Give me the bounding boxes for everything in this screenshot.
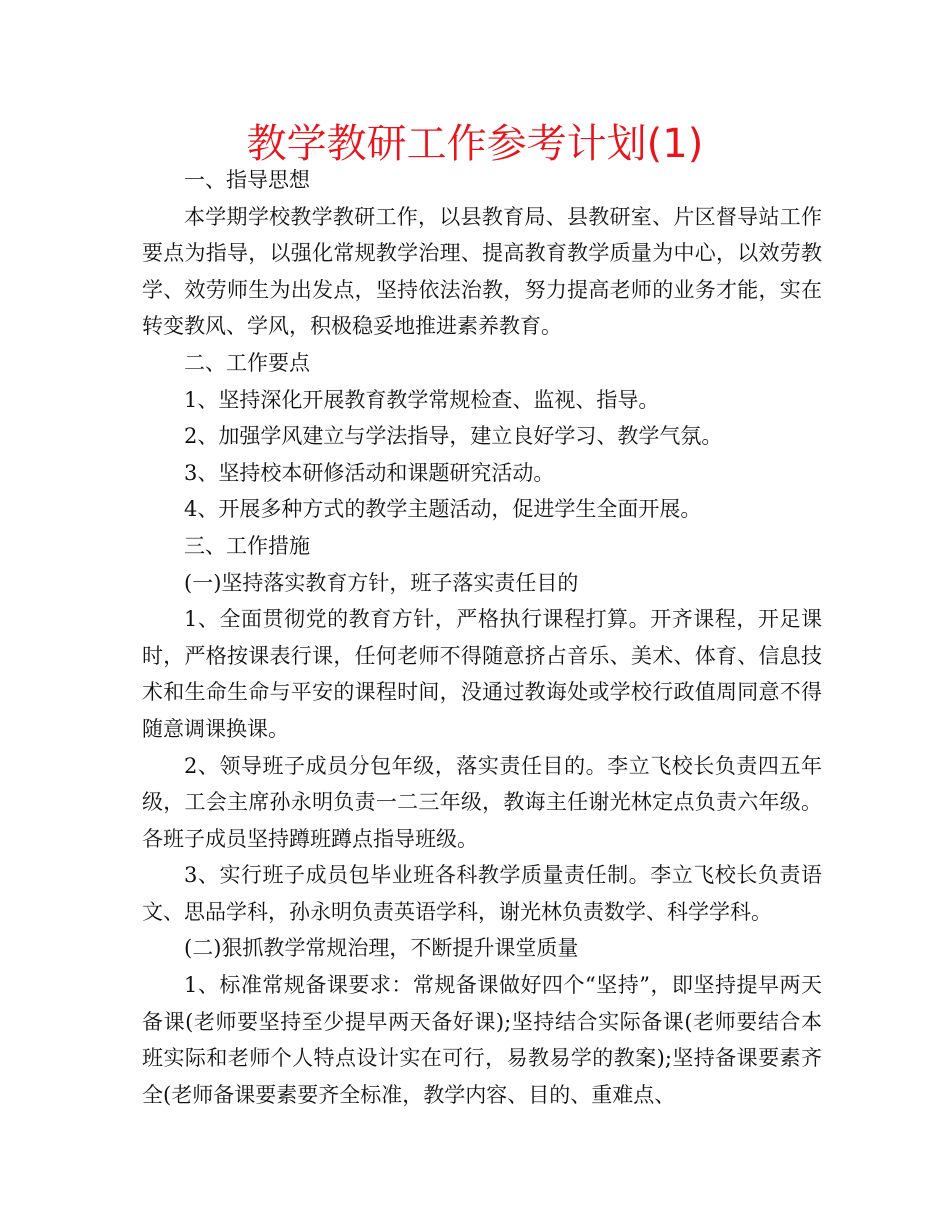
document-title: 教学教研工作参考计划(1) [246, 121, 704, 167]
subsection-heading: (一)坚持落实教育方针，班子落实责任目的 [184, 570, 579, 595]
paragraph: 本学期学校教学教研工作，以县教育局、县教研室、片区督导站工作要点为指导，以强化常规教学治理、提高教育教学质量为中心，以效劳教学、效劳师生为出发点，坚持依法治教，努力提高老师的业务才能，实在转变教风、学风，积极稳妥地推进素养教育。 [142, 204, 822, 339]
paragraph: 2、领导班子成员分包年级，落实责任目的。李立飞校长负责四五年级，工会主席孙永明负责一二三年级，教诲主任谢光林定点负责六年级。各班子成员坚持蹲班蹲点指导班级。 [142, 753, 822, 851]
section-heading-work-points: 二、工作要点 [184, 350, 310, 375]
paragraph: 1、标准常规备课要求：常规备课做好四个“坚持”，即坚持提早两天备课(老师要坚持至少提早两天备好课);坚持结合实际备课(老师要结合本班实际和老师个人特点设计实在可行，易教易学的教案);坚持备课要素齐全(老师备课要素要齐全标准，教学内容、目的、重难点、 [142, 973, 822, 1107]
document-body [142, 162, 822, 1113]
list-item: 1、坚持深化开展教育教学常规检查、监视、指导。 [184, 387, 660, 412]
list-item: 4、开展多种方式的教学主题活动，促进学生全面开展。 [184, 497, 702, 522]
paragraph: 1、全面贯彻党的教育方针，严格执行课程打算。开齐课程，开足课时，严格按课表行课，任何老师不得随意挤占音乐、美术、体育、信息技术和生命生命与平安的课程时间，没通过教诲处或学校行政值周同意不得随意调课换课。 [142, 607, 822, 741]
subsection-heading: (二)狠抓教学常规治理，不断提升课堂质量 [184, 936, 579, 961]
section-heading-guiding-ideology: 一、指导思想 [184, 168, 310, 192]
list-item: 3、坚持校本研修活动和课题研究活动。 [184, 460, 555, 485]
paragraph: 3、实行班子成员包毕业班各科教学质量责任制。李立飞校长负责语文、思品学科，孙永明负责英语学科，谢光林负责数学、科学学科。 [142, 863, 822, 924]
section-heading-work-measures: 三、工作措施 [184, 533, 310, 558]
list-item: 2、加强学风建立与学法指导，建立良好学习、教学气氛。 [184, 424, 723, 449]
